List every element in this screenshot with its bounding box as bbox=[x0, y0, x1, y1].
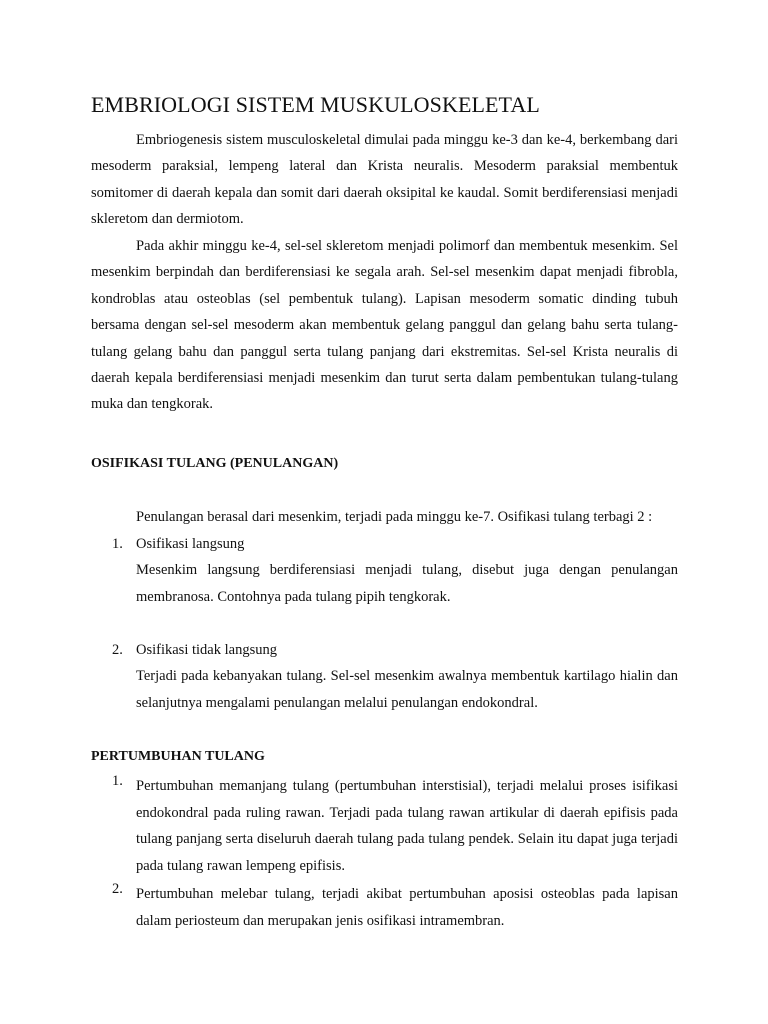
growth-item-number: 1. bbox=[112, 773, 123, 789]
bone-growth-heading: PERTUMBUHAN TULANG bbox=[91, 749, 265, 764]
intro-paragraph: Embriogenesis sistem musculoskeletal dimulai pada minggu ke-3 dan ke-4, berkembang dari mesoderm paraksial, lempeng lateral dan Krista neuralis. Mesoderm paraksial membentuk somitomer di daerah kepala dan somit dari daerah oksipital ke kaudal. Somit berdiferensiasi menjadi skleretom dan dermiotom. bbox=[91, 132, 678, 228]
ossification-item-body: Terjadi pada kebanyakan tulang. Sel-sel mesenkim awalnya membentuk kartilago hialin dan selanjutnya mengalami penulangan melalui penulangan endokondral. bbox=[136, 668, 678, 711]
ossification-item-body: Mesenkim langsung berdiferensiasi menjadi tulang, disebut juga dengan penulangan membranosa. Contohnya pada tulang pipih tengkorak. bbox=[136, 562, 678, 605]
ossification-heading: OSIFIKASI TULANG (PENULANGAN) bbox=[91, 456, 339, 471]
ossification-item-title: Osifikasi tidak langsung bbox=[136, 642, 277, 658]
mesenchyme-paragraph: Pada akhir minggu ke-4, sel-sel skleretom menjadi polimorf dan membentuk mesenkim. Sel mesenkim berpindah dan berdiferensiasi ke segala arah. Sel-sel mesenkim dapat menjadi fibrobla, kondroblas atau osteoblas (sel pembentuk tulang). Lapisan mesoderm somatic dinding tubuh bersama dengan sel-sel mesoderm akan membentuk gelang panggul dan gelang bahu serta tulang-tulang gelang bahu dan panggul serta tulang panjang dari ekstremitas. Sel-sel Krista neuralis di daerah kepala berdiferensiasi menjadi mesenkim dan turut serta dalam pembentukan tulang-tulang muka dan tengkorak. bbox=[91, 238, 678, 413]
growth-item-body: Pertumbuhan memanjang tulang (pertumbuhan interstisial), terjadi melalui proses isifikasi endokondral pada ruling rawan. Terjadi pada tulang rawan artikular di daerah epifisis pada tulang panjang serta diseluruh daerah tulang pada tulang pendek. Selain itu dapat juga terjadi pada tulang rawan lempeng epifisis. bbox=[136, 778, 678, 874]
growth-item-body: Pertumbuhan melebar tulang, terjadi akibat pertumbuhan aposisi osteoblas pada lapisan dalam periosteum dan merupakan jenis osifikasi intramembran. bbox=[136, 886, 678, 929]
ossification-item-title: Osifikasi langsung bbox=[136, 536, 245, 552]
ossification-item-number: 2. bbox=[112, 642, 123, 658]
document-title: EMBRIOLOGI SISTEM MUSKULOSKELETAL bbox=[91, 92, 540, 117]
ossification-intro: Penulangan berasal dari mesenkim, terjadi pada minggu ke-7. Osifikasi tulang terbagi 2 : bbox=[136, 509, 653, 525]
growth-item-number: 2. bbox=[112, 881, 123, 897]
ossification-item-number: 1. bbox=[112, 536, 123, 552]
